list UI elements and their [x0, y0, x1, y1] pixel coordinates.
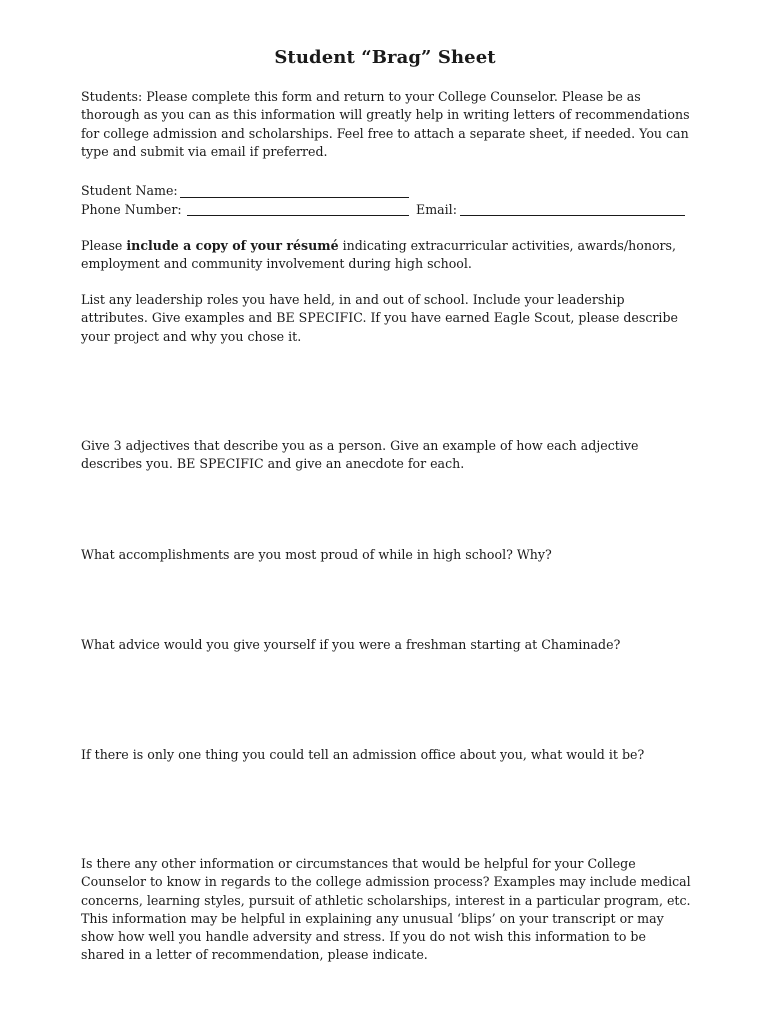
question-accomplishments: What accomplishments are you most proud of while in high school? Why? — [81, 547, 552, 562]
phone-number-label: Phone Number: — [81, 202, 182, 217]
student-name-field[interactable] — [180, 197, 409, 198]
question-advice: What advice would you give yourself if you were a freshman starting at Chaminade? — [81, 637, 621, 652]
question-leadership: List any leadership roles you have held, in and out of school. Include your leadership attributes. Give examples and BE SPECIFIC. If you have earned Eagle Scout, please describe your project and why you chose it. — [81, 292, 678, 344]
email-label: Email: — [416, 202, 457, 217]
page-title: Student “Brag” Sheet — [274, 47, 496, 68]
resume-bold-text: include a copy of your résumé — [126, 238, 339, 253]
resume-paragraph — [81, 237, 691, 274]
resume-prefix: Please — [81, 238, 127, 253]
question-one-thing: If there is only one thing you could tell an admission office about you, what would it be? — [81, 747, 645, 762]
phone-number-field[interactable] — [187, 215, 409, 216]
intro-paragraph: Students: Please complete this form and return to your College Counselor. Please be as thorough as you can as this information will greatly help in writing letters of recommendations for college admission and scholarships. Feel free to attach a separate sheet, if needed. You can type and submit via email if preferred. — [81, 89, 690, 159]
question-other-info: Is there any other information or circumstances that would be helpful for your College Counselor to know in regards to the college admission process? Examples may include medical concerns, learning styles, pursuit of athletic scholarships, interest in a particular program, etc. This information may be helpful in explaining any unusual ‘blips’ on your transcript or may show how well you handle adversity and stress. If you do not wish this information to be shared in a letter of recommendation, please indicate. — [81, 856, 691, 963]
student-name-label: Student Name: — [81, 183, 178, 198]
question-adjectives: Give 3 adjectives that describe you as a person. Give an example of how each adjective describes you. BE SPECIFIC and give an anecdote for each. — [81, 438, 639, 472]
email-field[interactable] — [460, 215, 685, 216]
resume-suffix: indicating extracurricular activities, awards/honors, employment and community involvement during high school. — [81, 238, 677, 272]
